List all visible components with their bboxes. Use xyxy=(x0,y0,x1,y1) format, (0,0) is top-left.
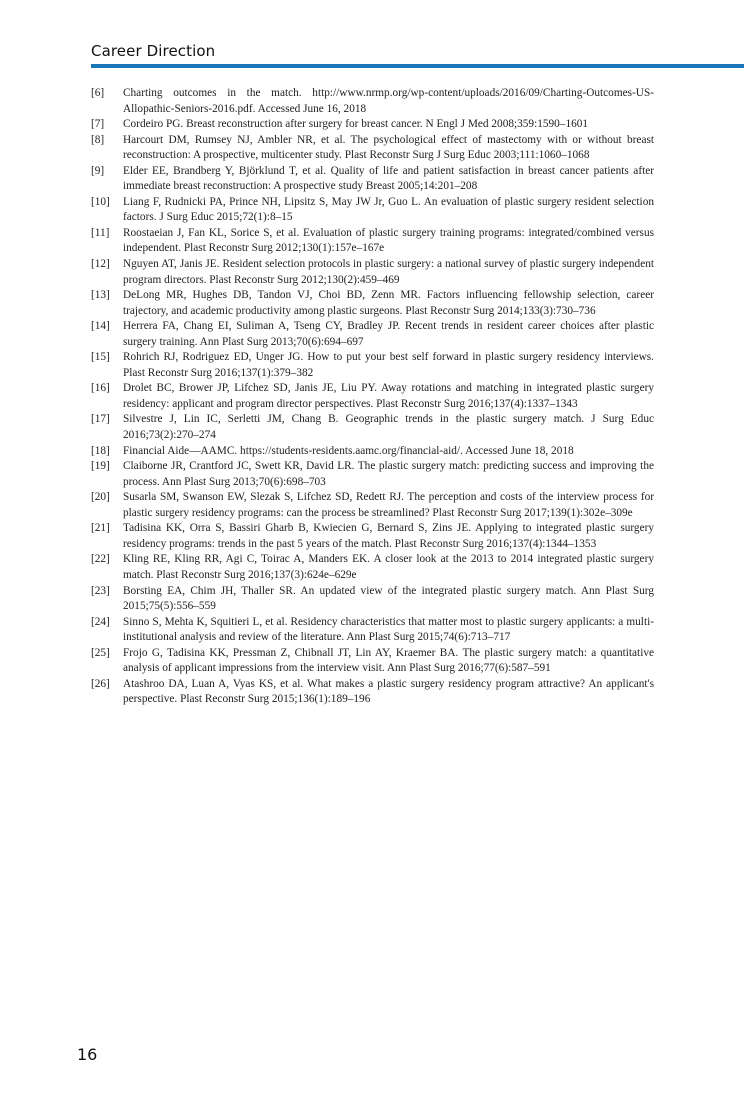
reference-text: Silvestre J, Lin IC, Serletti JM, Chang B. Geographic trends in the plastic surgery match. J Surg Educ 2016;73(2):270–274 xyxy=(123,413,654,442)
reference-number: [25] xyxy=(91,646,110,659)
reference-text: Liang F, Rudnicki PA, Prince NH, Lipsitz S, May JW Jr, Guo L. An evaluation of plastic surgery resident selection factors. J Surg Educ 2015;72(1):8–15 xyxy=(123,195,654,224)
reference-number: [18] xyxy=(91,444,110,457)
reference-list xyxy=(91,86,654,708)
reference-text: Susarla SM, Swanson EW, Slezak S, Lifchez SD, Redett RJ. The perception and costs of the interview process for plastic surgery residency programs: can the process be streamlined? Plast Reconstr Surg 2017;139(1):302e–309e xyxy=(123,491,654,519)
reference-item xyxy=(91,677,654,708)
reference-number: [22] xyxy=(91,553,110,566)
reference-text: Tadisina KK, Orra S, Bassiri Gharb B, Kwiecien G, Bernard S, Zins JE. Applying to integrated plastic surgery residency programs: trends in the past 5 years of the match. Plast Reconstr Surg 2016;137(4):1344–1353 xyxy=(123,522,654,550)
reference-text: Frojo G, Tadisina KK, Pressman Z, Chibnall JT, Lin AY, Kraemer BA. The plastic surgery match: a quantitative analysis of applicant impressions from the interview visit. Ann Plast Surg 2016;77(6):587–591 xyxy=(123,646,654,675)
reference-item xyxy=(91,444,654,460)
reference-item xyxy=(91,521,654,552)
reference-number: [16] xyxy=(91,382,110,395)
reference-number: [15] xyxy=(91,351,110,364)
reference-number: [17] xyxy=(91,413,110,426)
reference-item xyxy=(91,226,654,257)
chapter-title: Career Direction xyxy=(91,42,216,60)
reference-text: Claiborne JR, Crantford JC, Swett KR, David LR. The plastic surgery match: predicting success and improving the process. Ann Plast Surg 2013;70(6):698–703 xyxy=(123,460,654,488)
reference-text: DeLong MR, Hughes DB, Tandon VJ, Choi BD, Zenn MR. Factors influencing fellowship selection, career trajectory, and academic productivity among plastic surgeons. Plast Reconstr Surg 2014;133(3):730–736 xyxy=(123,289,654,317)
reference-number: [21] xyxy=(91,522,110,535)
reference-item xyxy=(91,350,654,381)
reference-number: [11] xyxy=(91,226,110,239)
reference-number: [13] xyxy=(91,289,110,302)
reference-text: Cordeiro PG. Breast reconstruction after surgery for breast cancer. N Engl J Med 2008;359:1590–1601 xyxy=(123,118,589,131)
reference-text: Borsting EA, Chim JH, Thaller SR. An updated view of the integrated plastic surgery match. Ann Plast Surg 2015;75(5):556–559 xyxy=(123,584,654,613)
reference-number: [7] xyxy=(91,118,105,131)
page-number: 16 xyxy=(77,1045,98,1064)
reference-text: Charting outcomes in the match. http://www.nrmp.org/wp-content/uploads/2016/09/Charting-Outcomes-US-Allopathic-Seniors-2016.pdf. Accessed June 16, 2018 xyxy=(123,87,654,115)
reference-item xyxy=(91,584,654,615)
reference-item xyxy=(91,288,654,319)
reference-number: [26] xyxy=(91,677,110,690)
reference-text: Drolet BC, Brower JP, Lifchez SD, Janis JE, Liu PY. Away rotations and matching in integrated plastic surgery residency: applicant and program director perspectives. Plast Reconstr Surg 2016;137(4):1337–1343 xyxy=(123,382,654,410)
reference-item xyxy=(91,117,654,133)
reference-text: Roostaeian J, Fan KL, Sorice S, et al. Evaluation of plastic surgery training programs: integrated/combined versus independent. Plast Reconstr Surg 2012;130(1):157e–167e xyxy=(123,226,654,255)
reference-text: Herrera FA, Chang EI, Suliman A, Tseng CY, Bradley JP. Recent trends in resident career choices after plastic surgery training. Ann Plast Surg 2013;70(6):694–697 xyxy=(123,320,654,348)
reference-text: Nguyen AT, Janis JE. Resident selection protocols in plastic surgery: a national survey of plastic surgery independent program directors. Plast Reconstr Surg 2012;130(2):459–469 xyxy=(123,258,654,286)
reference-item xyxy=(91,133,654,164)
reference-item xyxy=(91,195,654,226)
reference-item xyxy=(91,319,654,350)
reference-text: Elder EE, Brandberg Y, Björklund T, et al. Quality of life and patient satisfaction in breast cancer patients after immediate breast reconstruction: A prospective study Breast 2005;14:201–208 xyxy=(123,164,654,193)
reference-number: [23] xyxy=(91,584,110,597)
reference-item xyxy=(91,615,654,646)
reference-number: [12] xyxy=(91,258,110,271)
reference-item xyxy=(91,459,654,490)
reference-number: [10] xyxy=(91,195,110,208)
reference-number: [24] xyxy=(91,615,110,628)
reference-number: [8] xyxy=(91,133,105,146)
reference-text: Atashroo DA, Luan A, Vyas KS, et al. What makes a plastic surgery residency program attractive? An applicant's perspective. Plast Reconstr Surg 2015;136(1):189–196 xyxy=(123,677,654,706)
reference-number: [20] xyxy=(91,491,110,504)
reference-item xyxy=(91,552,654,583)
header-rule xyxy=(91,64,744,68)
reference-item xyxy=(91,412,654,443)
reference-text: Harcourt DM, Rumsey NJ, Ambler NR, et al. The psychological effect of mastectomy with or without breast reconstruction: A prospective, multicenter study. Plast Reconstr Surg J Surg Educ 2003;111:1060–1068 xyxy=(123,133,654,162)
reference-item xyxy=(91,381,654,412)
reference-number: [19] xyxy=(91,460,110,473)
reference-text: Rohrich RJ, Rodriguez ED, Unger JG. How to put your best self forward in plastic surgery residency interviews. Plast Reconstr Surg 2016;137(1):379–382 xyxy=(123,351,654,379)
reference-item xyxy=(91,646,654,677)
reference-text: Financial Aide—AAMC. https://students-residents.aamc.org/financial-aid/. Accessed June 18, 2018 xyxy=(123,444,574,457)
reference-number: [14] xyxy=(91,320,110,333)
reference-item xyxy=(91,86,654,117)
reference-text: Kling RE, Kling RR, Agi C, Toirac A, Manders EK. A closer look at the 2013 to 2014 integrated plastic surgery match. Plast Reconstr Surg 2016;137(3):624e–629e xyxy=(123,553,654,581)
reference-item xyxy=(91,257,654,288)
reference-item xyxy=(91,164,654,195)
reference-item xyxy=(91,490,654,521)
running-header xyxy=(91,40,744,68)
reference-number: [9] xyxy=(91,164,105,177)
reference-text: Sinno S, Mehta K, Squitieri L, et al. Residency characteristics that matter most to plastic surgery applicants: a multi-institutional analysis and review of the literature. Ann Plast Surg 2015;74(6):713–717 xyxy=(123,615,654,644)
reference-number: [6] xyxy=(91,87,105,99)
